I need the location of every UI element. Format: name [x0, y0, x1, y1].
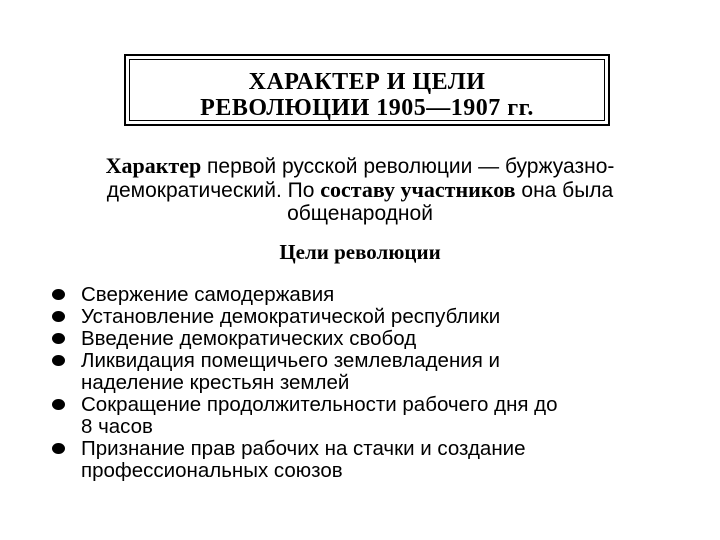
goal-text-line: Сокращение продолжительности рабочего дня до [81, 393, 558, 416]
bullet-icon [52, 333, 65, 344]
bullet-icon [52, 311, 65, 322]
goal-text-line: Введение демократических свобод [81, 327, 417, 350]
goal-item [52, 284, 702, 306]
intro-text: первой русской революции — буржуазно- [201, 155, 615, 178]
title-line-1: ХАРАКТЕР И ЦЕЛИ [248, 69, 486, 95]
goal-text-line: Признание прав рабочих на стачки и создание [81, 437, 526, 460]
goals-list [52, 284, 702, 482]
intro-line-2 [30, 178, 690, 203]
bullet-icon [52, 399, 65, 410]
intro-line-3: общенародной [287, 202, 433, 225]
goal-text-line: Установление демократической республики [81, 305, 501, 328]
goal-text-line: профессиональных союзов [81, 459, 343, 482]
intro-keyword-character: Характер [105, 153, 202, 178]
goal-text-line: Свержение самодержавия [81, 283, 335, 306]
intro-keyword-participants: составу участников [320, 177, 516, 202]
goal-item [52, 350, 702, 394]
goal-item [52, 394, 702, 438]
intro-text: демократический. По [106, 179, 321, 202]
goals-heading: Цели революции [279, 240, 441, 264]
goal-text-line: Ликвидация помещичьего землевладения и [81, 349, 500, 372]
intro-line-1 [30, 154, 690, 179]
intro-text: она была [515, 179, 614, 202]
goal-text-line: наделение крестьян землей [81, 371, 350, 394]
bullet-icon [52, 289, 65, 300]
title-box [124, 54, 610, 126]
bullet-icon [52, 443, 65, 454]
goal-item [52, 306, 702, 328]
goal-item [52, 438, 702, 482]
bullet-icon [52, 355, 65, 366]
goal-text-line: 8 часов [81, 415, 153, 438]
goal-item [52, 328, 702, 350]
title-line-2: РЕВОЛЮЦИИ 1905—1907 гг. [200, 95, 534, 121]
